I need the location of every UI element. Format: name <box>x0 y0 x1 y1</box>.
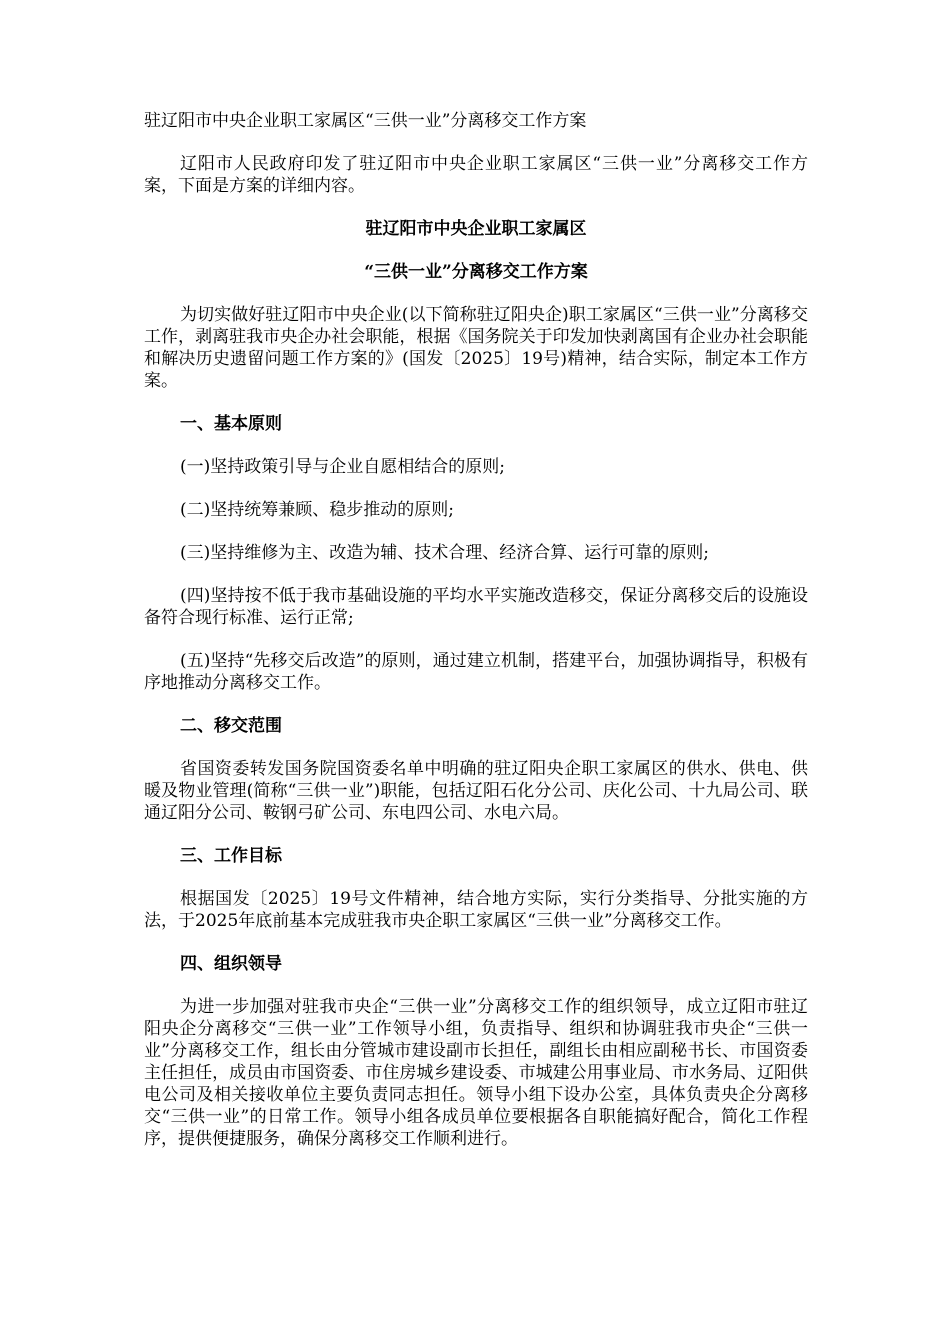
plan-title-line-2: “三供一业”分离移交工作方案 <box>364 262 588 282</box>
principle-item: (一)坚持政策引导与企业自愿相结合的原则; <box>180 457 505 477</box>
intro-paragraph: 辽阳市人民政府印发了驻辽阳市中央企业职工家属区“三供一业”分离移交工作方案，下面是方案的详细内容。 <box>144 154 808 196</box>
scope-paragraph: 省国资委转发国务院国资委名单中明确的驻辽阳央企职工家属区的供水、供电、供暖及物业管理(简称“三供一业”)职能，包括辽阳石化分公司、庆化公司、十九局公司、联通辽阳分公司、鞍钢弓矿公司、东电四公司、水电六局。 <box>144 759 808 823</box>
principle-item: (四)坚持按不低于我市基础设施的平均水平实施改造移交，保证分离移交后的设施设备符合现行标准、运行正常; <box>144 586 808 628</box>
leadership-paragraph: 为进一步加强对驻我市央企“三供一业”分离移交工作的组织领导，成立辽阳市驻辽阳央企分离移交“三供一业”工作领导小组，负责指导、组织和协调驻我市央企“三供一业”分离移交工作，组长由分管城市建设副市长担任，副组长由相应副秘书长、市国资委主任担任，成员由市国资委、市住房城乡建设委、市城建公用事业局、市水务局、辽阳供电公司及相关接收单位主要负责同志担任。领导小组下设办公室，具体负责央企分离移交“三供一业”的日常工作。领导小组各成员单位要根据各自职能搞好配合，简化工作程序，提供便捷服务，确保分离移交工作顺利进行。 <box>144 997 808 1149</box>
section-heading-leadership: 四、组织领导 <box>180 954 282 974</box>
section-heading-principles: 一、基本原则 <box>180 414 282 434</box>
principle-item: (三)坚持维修为主、改造为辅、技术合理、经济合算、运行可靠的原则; <box>180 543 709 563</box>
document-top-title: 驻辽阳市中央企业职工家属区“三供一业”分离移交工作方案 <box>144 111 587 131</box>
document-page <box>144 110 808 1171</box>
goals-paragraph: 根据国发〔2025〕19号文件精神，结合地方实际，实行分类指导、分批实施的方法，于2025年底前基本完成驻我市央企职工家属区“三供一业”分离移交工作。 <box>144 889 808 931</box>
preamble-paragraph: 为切实做好驻辽阳市中央企业(以下简称驻辽阳央企)职工家属区“三供一业”分离移交工作，剥离驻我市央企办社会职能，根据《国务院关于印发加快剥离国有企业办社会职能和解决历史遗留问题工作方案的》(国发〔2025〕19号)精神，结合实际，制定本工作方案。 <box>144 305 808 391</box>
section-heading-goals: 三、工作目标 <box>180 846 282 866</box>
plan-title-line-1: 驻辽阳市中央企业职工家属区 <box>365 219 587 239</box>
principle-item: (二)坚持统筹兼顾、稳步推动的原则; <box>180 500 454 520</box>
section-heading-scope: 二、移交范围 <box>180 716 282 736</box>
principle-item: (五)坚持“先移交后改造”的原则，通过建立机制，搭建平台，加强协调指导，积极有序地推动分离移交工作。 <box>144 651 808 693</box>
